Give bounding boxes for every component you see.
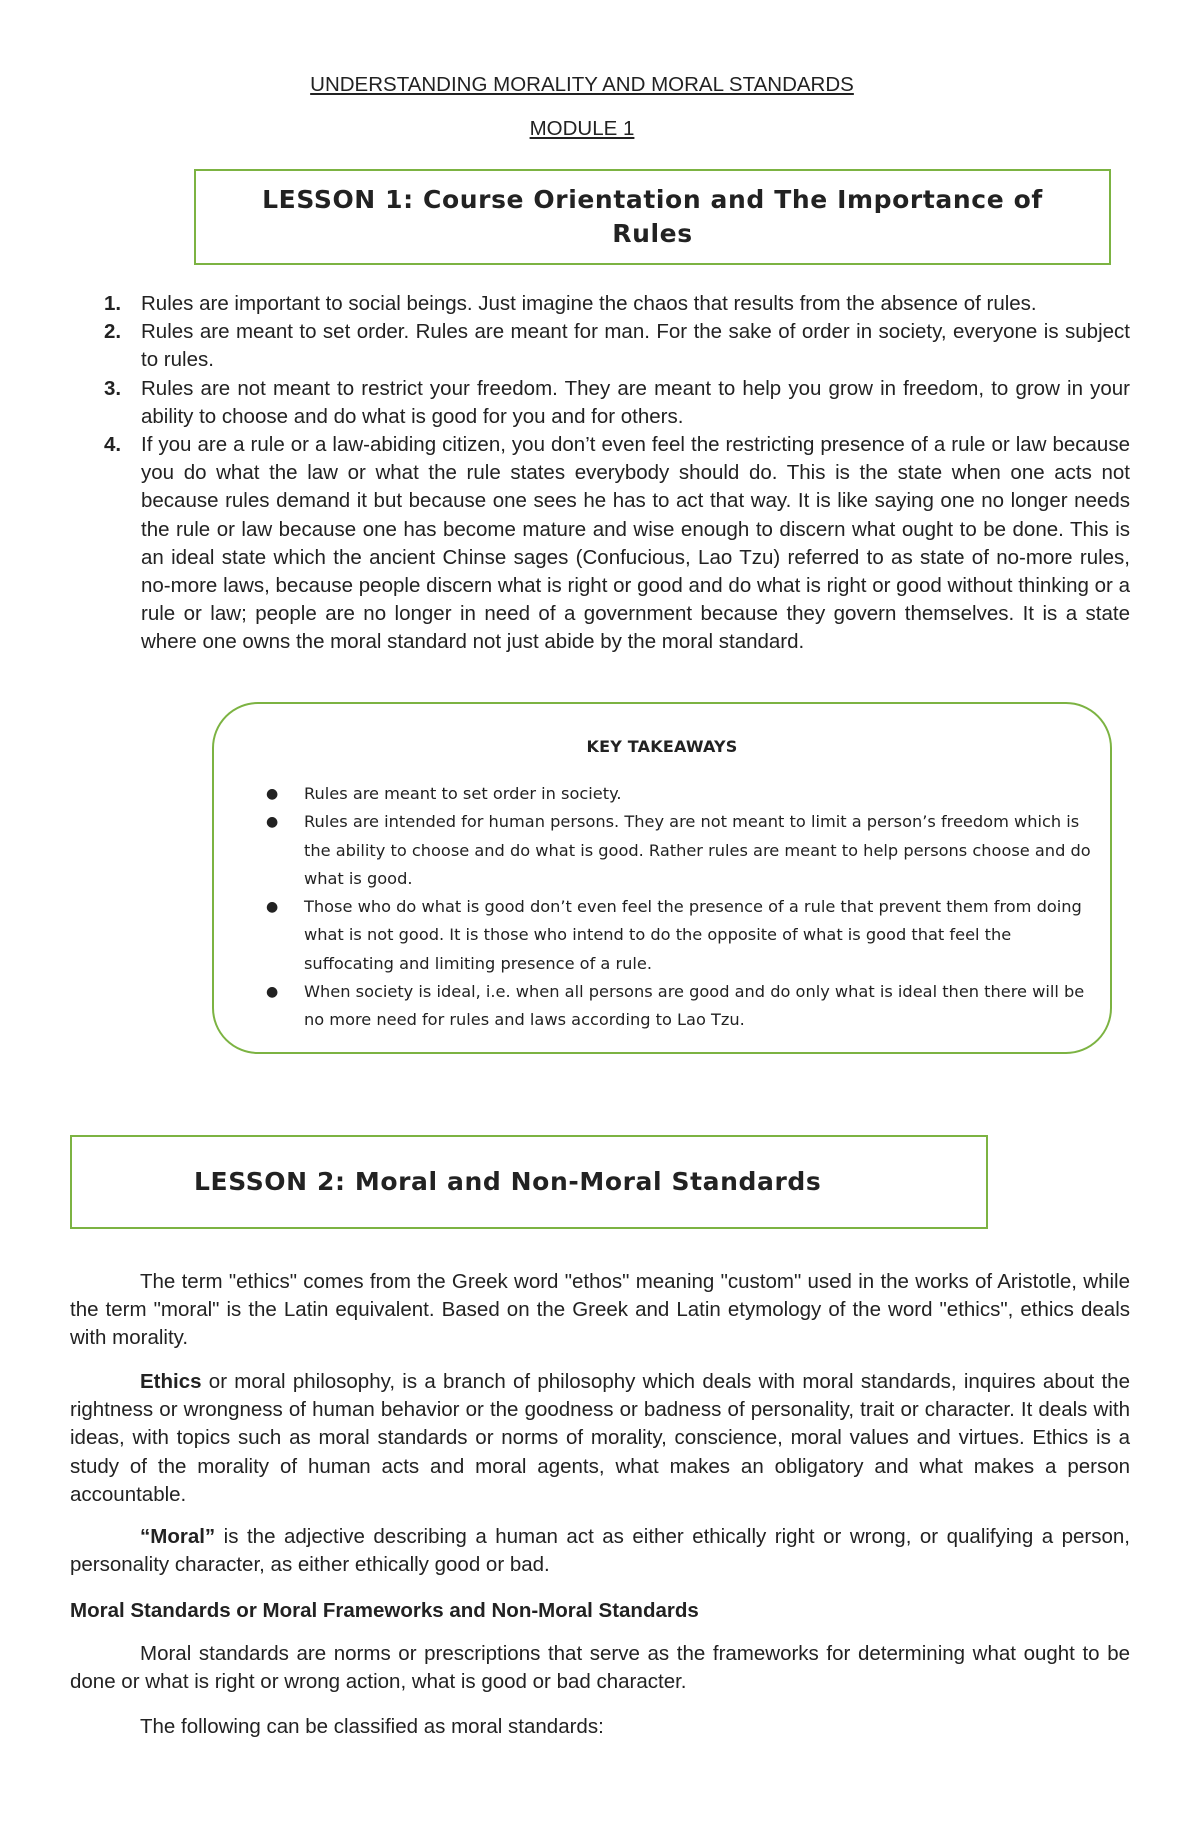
key-takeaways-title: KEY TAKEAWAYS [586, 737, 738, 756]
bullet-icon: ● [266, 899, 279, 916]
lesson-1-title: LESSON 1: Course Orientation and The Importance of Rules [262, 185, 1043, 248]
ethics-etymology-paragraph: The term "ethics" comes from the Greek word "ethos" meaning "custom" used in the works of Aristotle, while the term "moral" is the Latin equivalent. Based on the Greek and Latin etymology of the word "ethics", ethics deals with morality. [70, 1270, 1130, 1350]
list-number: 1. [104, 292, 122, 315]
bullet-icon: ● [266, 814, 279, 831]
list-number: 4. [104, 433, 122, 457]
key-takeaways-box [212, 702, 1112, 1054]
list-number: 2. [104, 320, 122, 344]
takeaway-text: Rules are meant to set order in society. [304, 784, 622, 803]
list-number: 3. [104, 376, 122, 400]
list-item [104, 431, 1130, 657]
list-item [266, 808, 1094, 893]
term-ethics: Ethics [140, 1370, 202, 1393]
list-text: Rules are important to social beings. Just imagine the chaos that results from the absence of rules. [141, 292, 1037, 315]
list-text: Rules are meant to set order. Rules are meant for man. For the sake of order in society, everyone is subject to rules. [141, 320, 1130, 372]
list-text: Rules are not meant to restrict your freedom. They are meant to help you grow in freedom, to grow in your ability to choose and do what is good for you and for others. [141, 376, 1130, 428]
lesson-2-heading-box [70, 1135, 988, 1229]
takeaway-text: When society is ideal, i.e. when all persons are good and do only what is ideal then there will be no more need for rules and laws according to Lao Tzu. [304, 982, 1085, 1030]
module-label: MODULE 1 [529, 117, 635, 140]
list-item [104, 375, 1130, 431]
list-item [104, 290, 1130, 318]
lesson-2-title: LESSON 2: Moral and Non-Moral Standards [194, 1167, 822, 1196]
bullet-icon: ● [266, 786, 279, 802]
moral-standards-paragraph: Moral standards are norms or prescriptions that serve as the frameworks for determining what ought to be done or what is right or wrong action, what is good or bad character. [70, 1642, 1130, 1694]
key-takeaways-list [266, 780, 1094, 1035]
moral-definition-paragraph [70, 1523, 1130, 1579]
list-item [266, 893, 1094, 978]
ethics-definition-text: or moral philosophy, is a branch of philosophy which deals with moral standards, inquires about the rightness or wrongness of human behavior or the goodness or badness of personality, trait or character. It deals with ideas, with topics such as moral standards or norms of morality, conscience, moral values and virtues. Ethics is a study of the morality of human acts and moral agents, what makes an obligatory and what makes a person accountable. [70, 1370, 1130, 1506]
moral-definition-text: is the adjective describing a human act as either ethically right or wrong, or qualifying a person, personality character, as either ethically good or bad. [70, 1525, 1130, 1577]
takeaway-text: Those who do what is good don’t even feel the presence of a rule that prevent them from doing what is not good. It is those who intend to do the opposite of what is good that feel the suffocating and limiting presence of a rule. [304, 897, 1082, 973]
document-title: UNDERSTANDING MORALITY AND MORAL STANDARDS [310, 73, 854, 96]
rules-list [104, 290, 1130, 657]
lesson-1-heading-box [194, 169, 1111, 265]
list-text: If you are a rule or a law-abiding citizen, you don’t even feel the restricting presence of a rule or law because you do what the law or what the rule states everybody should do. This is the state when one acts not because rules demand it but because one sees he has to act that way. It is like saying one no longer needs the rule or law because one has become mature and wise enough to discern what ought to be done. This is an ideal state which the ancient Chinse sages (Confucious, Lao Tzu) referred to as state of no-more rules, no-more laws, because people discern what is right or good and do what is right or good without thinking or a rule or law; people are no longer in need of a government because they govern themselves. It is a state where one owns the moral standard not just abide by the moral standard. [141, 433, 1130, 654]
list-item [104, 318, 1130, 374]
moral-standards-intro: The following can be classified as moral standards: [140, 1715, 604, 1738]
takeaway-text: Rules are intended for human persons. They are not meant to limit a person’s freedom which is the ability to choose and do what is good. Rather rules are meant to help persons choose and do what is good. [304, 812, 1091, 888]
section-subheading: Moral Standards or Moral Frameworks and Non-Moral Standards [70, 1599, 699, 1622]
term-moral: “Moral” [140, 1525, 216, 1548]
list-item [266, 780, 1094, 808]
list-item [266, 978, 1094, 1035]
bullet-icon: ● [266, 984, 279, 1001]
ethics-definition-paragraph [70, 1368, 1130, 1509]
